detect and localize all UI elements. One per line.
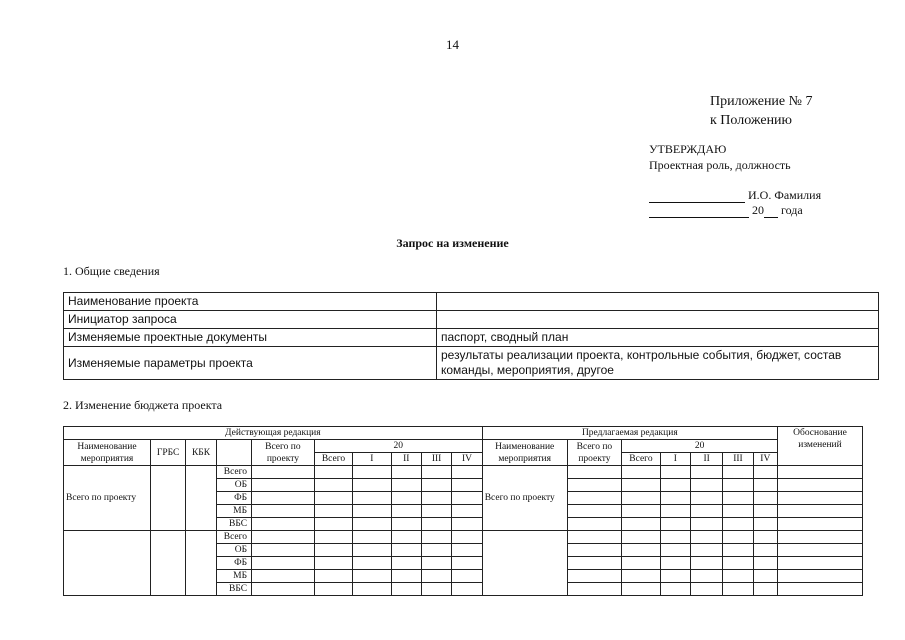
appendix-reference [710, 92, 813, 130]
section2-heading: 2. Изменение бюджета проекта [63, 398, 223, 412]
year-header: 20 [622, 440, 778, 453]
project-total-label: Всего по проекту [64, 466, 151, 531]
activity-name-header: Наименование мероприятия [482, 440, 567, 466]
quarter-header: II [690, 453, 722, 466]
year-header: 20 [314, 440, 482, 453]
row-value [437, 311, 879, 329]
row-label: Изменяемые параметры проекта [64, 347, 437, 380]
row-label: Инициатор запроса [64, 311, 437, 329]
total-project-header: Всего по проекту [252, 440, 315, 466]
table-row [64, 311, 879, 329]
quarter-header: I [660, 453, 690, 466]
source-label: ОБ [216, 544, 251, 557]
source-label: ВБС [216, 583, 251, 596]
approval-role: Проектная роль, должность [649, 158, 791, 172]
table-row [64, 466, 863, 479]
source-label: Всего [216, 531, 251, 544]
appendix-line2: к Положению [710, 113, 793, 128]
source-label: ФБ [216, 492, 251, 505]
total-header: Всего [622, 453, 660, 466]
signature-block [649, 188, 821, 218]
row-label: Изменяемые проектные документы [64, 329, 437, 347]
approval-block [649, 141, 791, 173]
budget-change-table [63, 426, 863, 596]
source-label: МБ [216, 570, 251, 583]
row-value: паспорт, сводный план [437, 329, 879, 347]
page-number: 14 [446, 37, 459, 52]
signature-line [649, 190, 745, 203]
source-label: ФБ [216, 557, 251, 570]
grbs-header: ГРБС [150, 440, 185, 466]
table-row [64, 329, 879, 347]
approval-heading: УТВЕРЖДАЮ [649, 142, 727, 156]
section1-heading: 1. Общие сведения [63, 264, 160, 278]
source-label: МБ [216, 505, 251, 518]
quarter-header: IV [753, 453, 777, 466]
kbk-header: КБК [186, 440, 216, 466]
proposed-edition-header: Предлагаемая редакция [482, 427, 777, 440]
current-edition-header: Действующая редакция [64, 427, 483, 440]
activity-name-header: Наименование мероприятия [64, 440, 151, 466]
date-year-prefix: 20 [752, 203, 764, 217]
quarter-header: III [421, 453, 451, 466]
general-info-table [63, 292, 879, 380]
row-value [437, 293, 879, 311]
date-suffix: года [781, 203, 803, 217]
source-label: ОБ [216, 479, 251, 492]
row-value: результаты реализации проекта, контрольные события, бюджет, состав команды, мероприятия, другое [437, 347, 879, 380]
justification-header: Обоснование изменений [777, 427, 862, 466]
date-line [649, 205, 749, 218]
row-label: Наименование проекта [64, 293, 437, 311]
table-row [64, 293, 879, 311]
quarter-header: II [391, 453, 421, 466]
appendix-line1: Приложение № 7 [710, 94, 813, 109]
project-total-label: Всего по проекту [482, 466, 567, 531]
total-header: Всего [314, 453, 352, 466]
signer-name: И.О. Фамилия [748, 188, 822, 202]
table-row [64, 347, 879, 380]
source-label: Всего [216, 466, 251, 479]
quarter-header: I [353, 453, 391, 466]
source-label: ВБС [216, 518, 251, 531]
document-title: Запрос на изменение [396, 236, 509, 250]
total-project-header: Всего по проекту [567, 440, 622, 466]
year-line [764, 205, 778, 218]
quarter-header: IV [452, 453, 482, 466]
quarter-header: III [723, 453, 753, 466]
table-row [64, 531, 863, 544]
